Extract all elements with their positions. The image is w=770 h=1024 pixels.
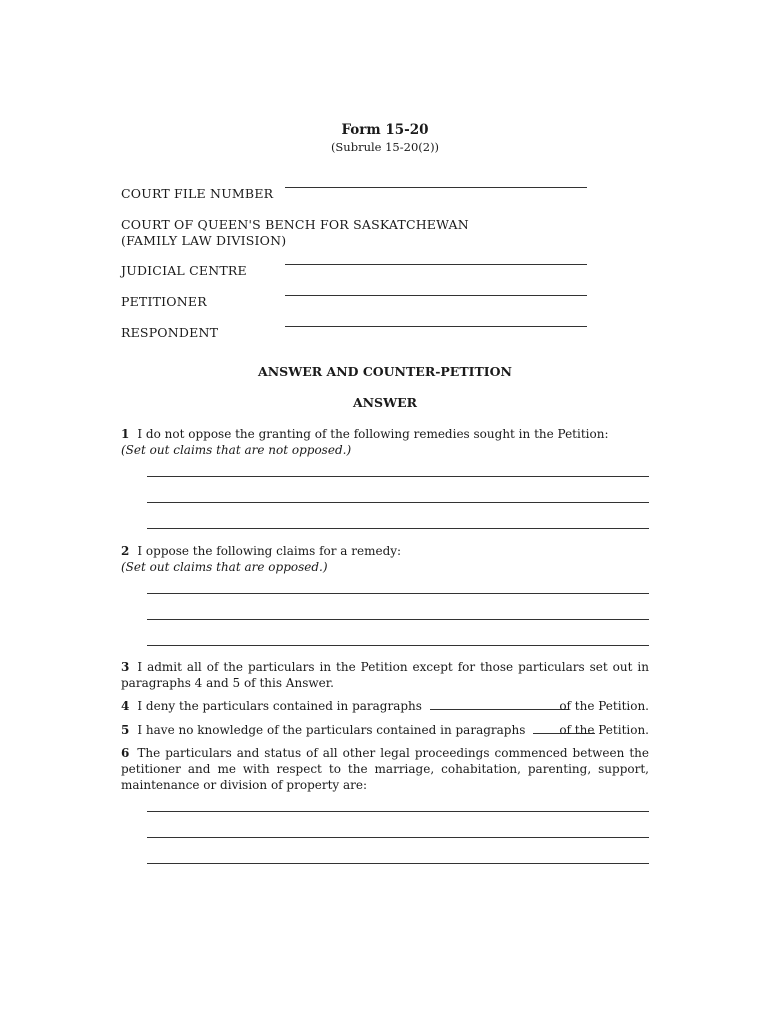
paragraph-2-number: 2 [121, 544, 130, 558]
paragraph-4-text: I deny the particulars contained in paragraphs [137, 699, 422, 713]
paragraph-6-number: 6 [121, 746, 130, 760]
paragraph-4-number: 4 [121, 699, 130, 713]
paragraph-5-text: I have no knowledge of the particulars contained in paragraphs [137, 723, 526, 737]
paragraph-2-text: I oppose the following claims for a remedy: [137, 544, 402, 558]
court-file-number-label: COURT FILE NUMBER [121, 186, 274, 201]
court-name-line1: COURT OF QUEEN'S BENCH FOR SASKATCHEWAN [121, 217, 469, 232]
paragraph-2-hint: (Set out claims that are opposed.) [121, 560, 328, 574]
petitioner-field[interactable] [285, 295, 587, 296]
paragraph-3-number: 3 [121, 660, 130, 674]
paragraph-5 [121, 722, 649, 738]
petitioner-label: PETITIONER [121, 294, 207, 309]
respondent-label: RESPONDENT [121, 325, 219, 340]
paragraph-6-answer-line-3[interactable] [147, 863, 649, 864]
paragraph-4-blank[interactable] [430, 699, 568, 710]
paragraph-6-answer-line-2[interactable] [147, 837, 649, 838]
judicial-centre-label: JUDICIAL CENTRE [121, 263, 247, 278]
paragraph-1-hint: (Set out claims that are not opposed.) [121, 443, 352, 457]
paragraph-2-answer-line-1[interactable] [147, 593, 649, 594]
paragraph-1-answer-line-2[interactable] [147, 502, 649, 503]
main-heading: ANSWER AND COUNTER-PETITION [258, 364, 512, 379]
respondent-field[interactable] [285, 326, 587, 327]
paragraph-5-number: 5 [121, 723, 130, 737]
paragraph-2-answer-line-3[interactable] [147, 645, 649, 646]
paragraph-1-number: 1 [121, 427, 130, 441]
paragraph-1 [121, 426, 649, 458]
paragraph-4 [121, 698, 649, 714]
paragraph-5-suffix: of the Petition. [559, 723, 649, 737]
court-name-line2: (FAMILY LAW DIVISION) [121, 233, 287, 248]
paragraph-2 [121, 543, 649, 575]
judicial-centre-field[interactable] [285, 264, 587, 265]
paragraph-1-answer-line-1[interactable] [147, 476, 649, 477]
paragraph-1-answer-line-3[interactable] [147, 528, 649, 529]
paragraph-2-answer-line-2[interactable] [147, 619, 649, 620]
section-heading: ANSWER [352, 395, 418, 410]
form-subtitle: (Subrule 15-20(2)) [330, 140, 440, 154]
paragraph-6-answer-line-1[interactable] [147, 811, 649, 812]
paragraph-3-text: I admit all of the particulars in the Petition except for those particulars set out in paragraphs 4 and 5 of this Answer. [121, 660, 649, 690]
paragraph-4-suffix: of the Petition. [559, 699, 649, 713]
paragraph-1-text: I do not oppose the granting of the following remedies sought in the Petition: [137, 427, 609, 441]
paragraph-6-text: The particulars and status of all other legal proceedings commenced between the petitioner and me with respect to the marriage, cohabitation, parenting, support, maintenance or division of property are: [121, 746, 649, 792]
paragraph-3 [121, 659, 649, 691]
paragraph-6 [121, 745, 649, 793]
form-title: Form 15-20 [341, 122, 429, 138]
court-file-number-field[interactable] [285, 187, 587, 188]
